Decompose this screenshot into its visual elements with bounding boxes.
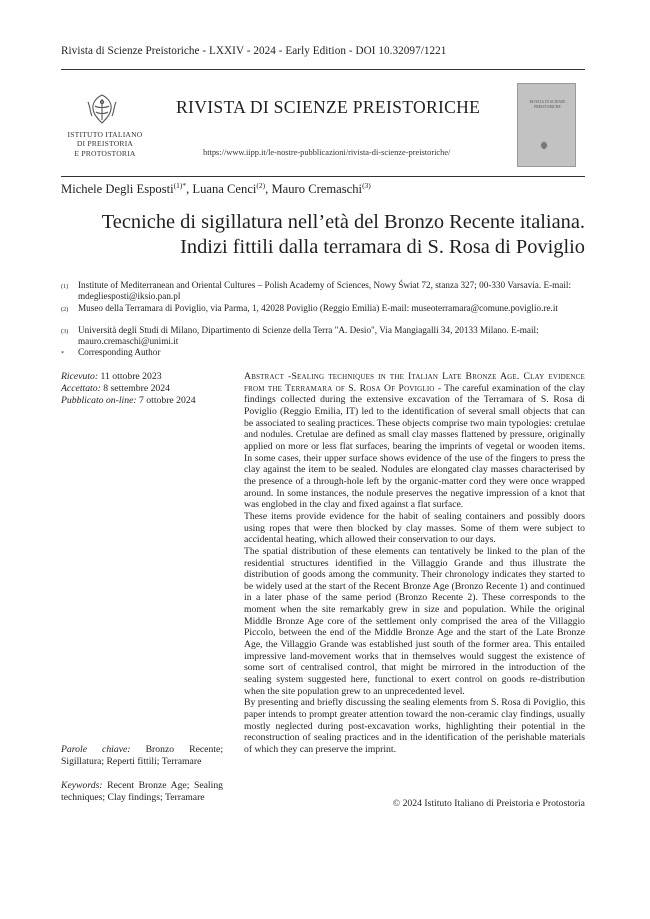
cover-emblem-icon	[539, 141, 549, 150]
affiliation-mark: *	[61, 350, 65, 357]
abstract-paragraph	[244, 371, 585, 511]
copyright-notice: © 2024 Istituto Italiano di Preistoria e Protostoria	[392, 798, 585, 809]
institute-name	[62, 130, 148, 158]
running-head: Rivista di Scienze Preistoriche - LXXIV - 2024 - Early Edition - DOI 10.32097/1221	[61, 45, 447, 57]
date-value: 11 ottobre 2023	[100, 371, 162, 382]
date-published	[61, 395, 196, 407]
keywords-text: Bronzo Recente; Sigillatura; Reperti fittili; Terramare	[61, 744, 224, 767]
keywords-english	[61, 780, 223, 804]
institute-name-line: E PROTOSTORIA	[74, 148, 136, 158]
abstract-paragraph: These items provide evidence for the habit of sealing containers and possibly doors using ropes that were then blocked by clay masses. Some of them were subject to accidental heating, which allowed their conservation to our days.	[244, 510, 585, 546]
header-top-rule	[61, 69, 585, 70]
affiliation-mark: (3)	[61, 328, 69, 335]
article-title	[61, 210, 585, 260]
article-title-line: Tecniche di sigillatura nell’età del Bronzo Recente italiana.	[101, 211, 585, 233]
keywords-text: Recent Bronze Age; Sealing techniques; Clay findings; Terramare	[61, 780, 224, 803]
affiliation-mark: (2)	[61, 306, 69, 313]
article-title-line: Indizi fittili dalla terramara di S. Rosa di Poviglio	[180, 236, 585, 258]
publication-dates	[61, 371, 196, 407]
affiliation-text: Museo della Terramara di Poviglio, via Parma, 1, 42028 Poviglio (Reggio Emilia) E-mail: museoterramara@comune.poviglio.re.it	[78, 303, 558, 313]
author-name: Luana Cenci	[192, 182, 257, 197]
abstract-paragraph: The spatial distribution of these elements can tentatively be linked to the plan of the residential structures identified in the Villaggio Grande and thus illustrate the distribution of goods among the community. Their chronology indicates they started to be widely used at the start of the Recent Bronze Age (Bronzo Recente 1) and continued in a later phase of the same period (Bronzo Recente 2). These corresponds to the moment when the site remarkably grew in size and population. While the original Middle Bronze Age core of the settlement only comprised the area of the Villaggio Piccolo, between the end of the Middle Bronze Age and the start of the Late Bronze Age, the Villaggio Grande was established just south of the former area. This entailed impressive land-movement works that in themselves would suggest the existence of some sort of centralised control, that might be mirrored in the introduction of the sealing system suggested here, functional to exert control on goods re-distribution when the site population grew to an unprecedented level.	[244, 545, 585, 697]
affiliation-mark: (1)	[61, 283, 69, 290]
date-label: Pubblicato on-line:	[61, 395, 137, 406]
date-label: Accettato:	[61, 383, 101, 394]
institute-name-line: ISTITUTO ITALIANO	[67, 130, 143, 139]
institute-name-line: DI PREISTORIA	[76, 139, 134, 149]
date-label: Ricevuto:	[61, 371, 99, 382]
cover-title: RIVISTA DI SCIENZE PREISTORICHE	[529, 100, 566, 109]
author-affiliation-mark: (3)	[362, 181, 371, 190]
keywords-label: Parole chiave:	[61, 744, 131, 755]
journal-title: RIVISTA DI SCIENZE PREISTORICHE	[176, 97, 481, 117]
affiliation-text: Università degli Studi di Milano, Dipartimento di Scienze della Terra "A. Desio", Via Mangiagalli 34, 20133 Milano. E-mail: mauro.cremaschi@unimi.it	[78, 325, 539, 347]
keywords-italian	[61, 744, 223, 768]
abstract-paragraph: By presenting and briefly discussing the sealing elements from S. Rosa di Poviglio, this paper intends to prompt greater attention toward the non-ceramic clay findings, usually mostly neglected during post-excavation works, highlighting their potential in the reconstruction of sealing practices and in the identification of the perishable materials of which they can preserve the imprint.	[244, 697, 585, 755]
author-list: Michele Degli Esposti$^{(1)*}$, Luana Cenci$^{(2)}$, Mauro Cremaschi$^{(3)}$	[61, 181, 371, 197]
institute-logo-icon	[84, 92, 120, 126]
date-value: 8 settembre 2024	[103, 383, 170, 394]
abstract	[244, 371, 585, 756]
journal-cover-thumbnail	[517, 83, 576, 167]
header-bottom-rule	[61, 176, 585, 177]
author-name: Mauro Cremaschi	[271, 182, 363, 197]
author-name: Michele Degli Esposti	[61, 182, 174, 197]
date-accepted	[61, 383, 196, 395]
author-affiliation-mark: (1)*	[173, 181, 187, 190]
abstract-heading: Abstract -Sealing techniques in the Italian Late Bronze Age. Clay evidence from the Terramara of S. Rosa Of Poviglio -	[244, 371, 585, 394]
abstract-text: The careful examination of the clay findings collected during the extensive excavation of the Terramara of S. Rosa di Poviglio (Reggio Emilia, IT) led to the identification of several small objects that can be associated to sealing practices. These objects comprise two main typologies: cretulae and nodules. Cretulae are defined as small clay masses flattened by pressure, originally applied on more or less flat surfaces, bearing the imprints of vegetal or wooden items. In some cases, their upper surface shows evidence of the use of the fingers to press the clay against the item to be sealed. Nodules are elongated clay masses characterised by the presence of a through-hole left by the organic-matter cord they were once wrapped around. In some instances, the nodule preserves the negative impression of a knot that was englobed in the clay and fixed against a flat surface.	[244, 382, 585, 511]
affiliation-text: Corresponding Author	[78, 347, 161, 357]
date-received	[61, 371, 196, 383]
author-affiliation-mark: (2)	[256, 181, 266, 190]
keywords-label: Keywords:	[61, 780, 103, 791]
journal-url-link[interactable]: https://www.iipp.it/le-nostre-pubblicazioni/rivista-di-scienze-preistoriche/	[203, 148, 451, 157]
date-value: 7 ottobre 2024	[139, 395, 196, 406]
affiliation-text: Institute of Mediterranean and Oriental Cultures – Polish Academy of Sciences, Nowy Świat 72, stanza 327; 00-330 Varsavia. E-mail: mdegliesposti@iksio.pan.pl	[78, 280, 572, 302]
